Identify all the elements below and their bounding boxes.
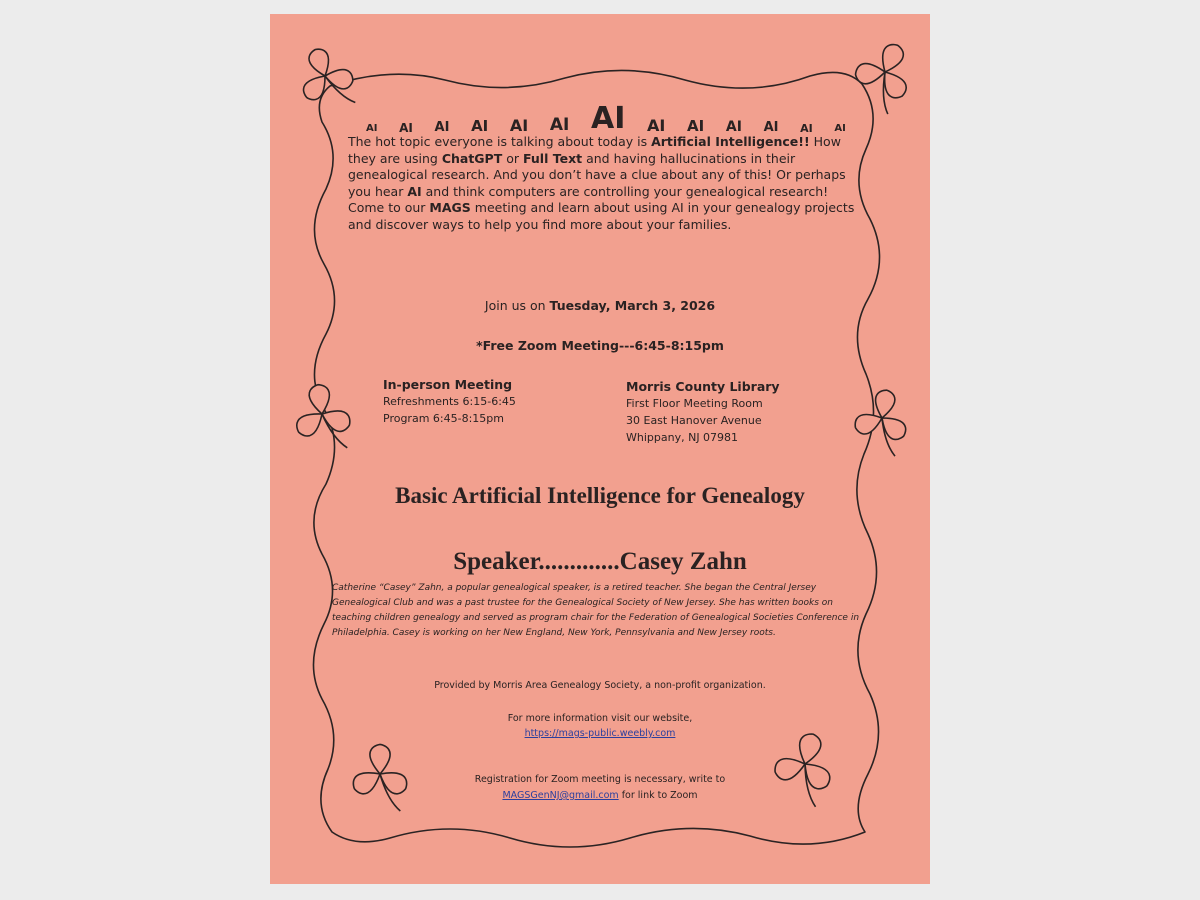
city-line: Whippany, NJ 07981 (626, 431, 739, 444)
shamrock-icon (851, 386, 912, 457)
ai-word: AI (509, 116, 529, 135)
zoom-meeting-line: *Free Zoom Meeting---6:45-8:15pm (476, 338, 724, 353)
provided-by: Provided by Morris Area Genealogy Society, a non-profit organization. (434, 680, 766, 691)
website-line (270, 726, 930, 741)
intro-text: and having hallucinations in their genealogical research. And you don’t have a clue about any of this! Or perhaps you hear (348, 150, 846, 199)
in-person-heading: In-person Meeting (383, 377, 513, 392)
speaker-line: Speaker.............Casey Zahn (453, 548, 747, 575)
registration-email-line (270, 788, 930, 803)
intro-bold: AI (407, 183, 422, 199)
intro-text: The hot topic everyone is talking about today is (348, 134, 652, 149)
registration-suffix: for link to Zoom (618, 790, 698, 801)
intro-bold: Artificial Intelligence!! (651, 134, 810, 149)
ai-word: AI (687, 117, 705, 135)
intro-bold: Full Text (522, 150, 583, 166)
meeting-date: Tuesday, March 3, 2026 (549, 298, 716, 313)
website-link[interactable]: https://mags-public.weebly.com (524, 728, 676, 739)
in-person-block (383, 376, 516, 427)
street-line: 30 East Hanover Avenue (626, 414, 762, 427)
ai-word: AI (647, 116, 666, 135)
library-name: Morris County Library (626, 379, 780, 394)
ai-word: AI (834, 123, 846, 134)
ai-word: AI (434, 120, 450, 135)
registration-text: Registration for Zoom meeting is necessary, write to (474, 774, 726, 785)
info-text: For more information visit our website, (507, 713, 693, 724)
refreshments-time: Refreshments 6:15-6:45 (383, 395, 516, 408)
intro-paragraph (348, 134, 858, 234)
ai-word: AI (471, 117, 489, 135)
intro-bold: ChatGPT (441, 150, 503, 166)
shamrock-icon (845, 34, 921, 117)
ai-word: AI (549, 115, 570, 135)
meeting-date-line (270, 298, 930, 313)
ai-word: AI (763, 120, 779, 135)
room-line: First Floor Meeting Room (626, 397, 763, 410)
ai-word: AI (800, 122, 813, 135)
join-prefix: Join us on (484, 298, 550, 313)
intro-bold: MAGS (429, 200, 471, 216)
speaker-bio: Catherine “Casey” Zahn, a popular genealogical speaker, is a retired teacher. She began the Central Jersey Genealogical Club and was a past trustee for the Genealogical Society of New Jersey. She has written books on teaching children genealogy and served as program chair for the Federation of Genealogical Societies Conference in Philadelphia. Casey is working on her New England, New York, Pennsylvania and New Jersey roots. (332, 583, 860, 638)
ai-word: AI (399, 121, 413, 135)
intro-text: meeting and learn about using AI in your genealogy projects and discover ways to help you find more about your families. (348, 200, 855, 232)
intro-text: or (502, 150, 523, 166)
email-link[interactable]: MAGSGenNJ@gmail.com (502, 790, 619, 801)
talk-title: Basic Artificial Intelligence for Genealogy (395, 483, 805, 508)
intro-text: and think computers are controlling your genealogical research! Come to our (348, 183, 829, 216)
flyer (270, 14, 930, 884)
ai-word-large: AI (591, 101, 626, 136)
ai-word: AI (366, 123, 378, 134)
intro-text: How they are using (348, 134, 841, 166)
ai-word-row (366, 94, 846, 134)
shamrock-icon (291, 41, 361, 118)
program-time: Program 6:45-8:15pm (383, 412, 504, 425)
ai-word: AI (725, 119, 742, 135)
location-block (626, 378, 780, 446)
shamrock-icon (291, 381, 353, 454)
